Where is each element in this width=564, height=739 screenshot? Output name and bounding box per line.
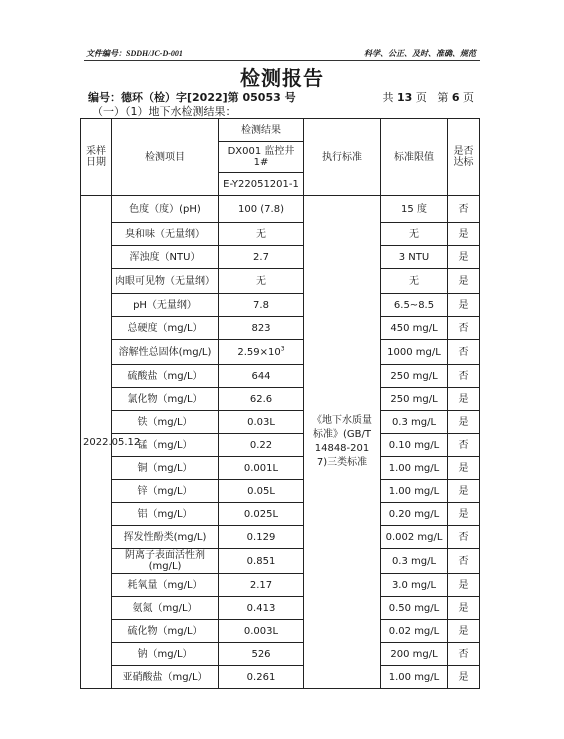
item-cell: 挥发性酚类(mg/L): [112, 526, 219, 549]
item-cell: 总硬度（mg/L）: [112, 317, 219, 340]
item-cell: 氨氮（mg/L）: [112, 597, 219, 620]
limit-cell: 450 mg/L: [381, 317, 448, 340]
item-cell: 铜（mg/L）: [112, 457, 219, 480]
item-cell: 铁（mg/L）: [112, 411, 219, 434]
limit-cell: 1.00 mg/L: [381, 457, 448, 480]
pass-cell: 是: [448, 597, 480, 620]
pass-cell: 否: [448, 434, 480, 457]
result-cell: 0.003L: [219, 620, 304, 643]
item-cell: 浑浊度（NTU）: [112, 246, 219, 269]
pass-cell: 否: [448, 365, 480, 388]
standard-header: 执行标准: [304, 119, 381, 196]
result-header: 检测结果: [219, 119, 304, 142]
table-row: [81, 643, 480, 666]
table-row: [81, 480, 480, 503]
limit-header: 标准限值: [381, 119, 448, 196]
result-cell: 0.413: [219, 597, 304, 620]
table-row: [81, 574, 480, 597]
pass-header: 是否达标: [448, 119, 480, 196]
item-cell: 硫化物（mg/L）: [112, 620, 219, 643]
pass-cell: 是: [448, 246, 480, 269]
limit-cell: 3.0 mg/L: [381, 574, 448, 597]
item-cell: 锌（mg/L）: [112, 480, 219, 503]
result-cell: 0.03L: [219, 411, 304, 434]
item-cell: 氯化物（mg/L）: [112, 388, 219, 411]
result-cell: 823: [219, 317, 304, 340]
limit-cell: 250 mg/L: [381, 388, 448, 411]
limit-cell: 0.20 mg/L: [381, 503, 448, 526]
item-cell: 肉眼可见物（无量纲）: [112, 269, 219, 294]
result-base: 2.59×10: [237, 346, 281, 358]
table-row: [81, 526, 480, 549]
limit-cell: 无: [381, 223, 448, 246]
table-row: [81, 411, 480, 434]
limit-cell: 6.5~8.5: [381, 294, 448, 317]
table-row: [81, 317, 480, 340]
report-number: 编号：德环（检）字[2022]第 05053 号: [88, 91, 296, 104]
table-row: [81, 457, 480, 480]
limit-cell: 无: [381, 269, 448, 294]
limit-cell: 0.10 mg/L: [381, 434, 448, 457]
pass-cell: 是: [448, 223, 480, 246]
section-title: （一）（1）地下水检测结果：: [92, 105, 237, 118]
table-row: [81, 340, 480, 365]
pass-cell: 是: [448, 457, 480, 480]
limit-cell: 0.3 mg/L: [381, 411, 448, 434]
limit-cell: 0.002 mg/L: [381, 526, 448, 549]
table-row: [81, 196, 480, 223]
well-header: DX001 监控井1#: [219, 142, 304, 173]
result-cell: 0.22: [219, 434, 304, 457]
table-row: [81, 597, 480, 620]
header-row: [81, 119, 480, 142]
result-cell: 526: [219, 643, 304, 666]
item-cell: pH（无量纲）: [112, 294, 219, 317]
limit-cell: 15 度: [381, 196, 448, 223]
item-cell: 溶解性总固体(mg/L): [112, 340, 219, 365]
result-cell: 100 (7.8): [219, 196, 304, 223]
sample-date-cell: 2022.05.12: [81, 196, 112, 689]
header-divider: [84, 60, 480, 61]
pass-cell: 否: [448, 643, 480, 666]
pass-cell: 否: [448, 317, 480, 340]
limit-cell: 200 mg/L: [381, 643, 448, 666]
table-row: [81, 666, 480, 689]
result-cell: 644: [219, 365, 304, 388]
result-cell: 62.6: [219, 388, 304, 411]
pass-cell: 是: [448, 480, 480, 503]
limit-cell: 0.3 mg/L: [381, 549, 448, 574]
result-cell: 0.261: [219, 666, 304, 689]
table-row: [81, 269, 480, 294]
limit-cell: 3 NTU: [381, 246, 448, 269]
result-cell: 无: [219, 269, 304, 294]
limit-cell: 1.00 mg/L: [381, 480, 448, 503]
table-row: [81, 388, 480, 411]
pass-cell: 是: [448, 294, 480, 317]
document-number: 文件编号：SDDH/JC-D-001: [86, 49, 183, 58]
table-row: [81, 620, 480, 643]
item-cell: 阴离子表面活性剂(mg/L): [112, 549, 219, 574]
result-cell: 无: [219, 223, 304, 246]
result-cell: 0.05L: [219, 480, 304, 503]
result-cell: 0.025L: [219, 503, 304, 526]
limit-cell: 1000 mg/L: [381, 340, 448, 365]
table-row: [81, 365, 480, 388]
result-cell: 7.8: [219, 294, 304, 317]
item-cell: 亚硝酸盐（mg/L）: [112, 666, 219, 689]
table-row: [81, 294, 480, 317]
table-row: [81, 246, 480, 269]
pass-cell: 否: [448, 549, 480, 574]
item-cell: 铝（mg/L）: [112, 503, 219, 526]
page-info: 共 13 页 第 6 页: [382, 91, 474, 104]
pass-cell: 是: [448, 411, 480, 434]
pass-cell: 是: [448, 574, 480, 597]
table-row: [81, 549, 480, 574]
results-table: [80, 118, 480, 689]
result-cell: [219, 340, 304, 365]
pass-cell: 否: [448, 196, 480, 223]
result-cell: 2.17: [219, 574, 304, 597]
table-row: [81, 223, 480, 246]
item-cell: 硫酸盐（mg/L）: [112, 365, 219, 388]
result-cell: 0.001L: [219, 457, 304, 480]
limit-cell: 1.00 mg/L: [381, 666, 448, 689]
result-cell: 0.129: [219, 526, 304, 549]
item-cell: 锰（mg/L）: [112, 434, 219, 457]
standard-cell: 《地下水质量标准》(GB/T14848-2017)三类标准: [304, 196, 381, 689]
pass-cell: 是: [448, 620, 480, 643]
table-row: [81, 434, 480, 457]
limit-cell: 0.50 mg/L: [381, 597, 448, 620]
pass-cell: 是: [448, 388, 480, 411]
item-cell: 色度（度）(pH): [112, 196, 219, 223]
item-cell: 钠（mg/L）: [112, 643, 219, 666]
pass-cell: 是: [448, 269, 480, 294]
limit-cell: 0.02 mg/L: [381, 620, 448, 643]
pass-cell: 是: [448, 503, 480, 526]
pass-cell: 否: [448, 340, 480, 365]
item-header: 检测项目: [112, 119, 219, 196]
pass-cell: 是: [448, 666, 480, 689]
item-cell: 耗氧量（mg/L）: [112, 574, 219, 597]
pass-cell: 否: [448, 526, 480, 549]
table-row: [81, 503, 480, 526]
sample-date-header: 采样日期: [81, 119, 112, 196]
result-cell: 0.851: [219, 549, 304, 574]
item-cell: 臭和味（无量纲）: [112, 223, 219, 246]
report-title: 检测报告: [240, 66, 324, 90]
result-cell: 2.7: [219, 246, 304, 269]
motto: 科学、公正、及时、准确、规范: [364, 49, 476, 58]
result-exponent: 3: [280, 345, 285, 353]
limit-cell: 250 mg/L: [381, 365, 448, 388]
sample-id-header: E-Y22051201-1: [219, 173, 304, 196]
